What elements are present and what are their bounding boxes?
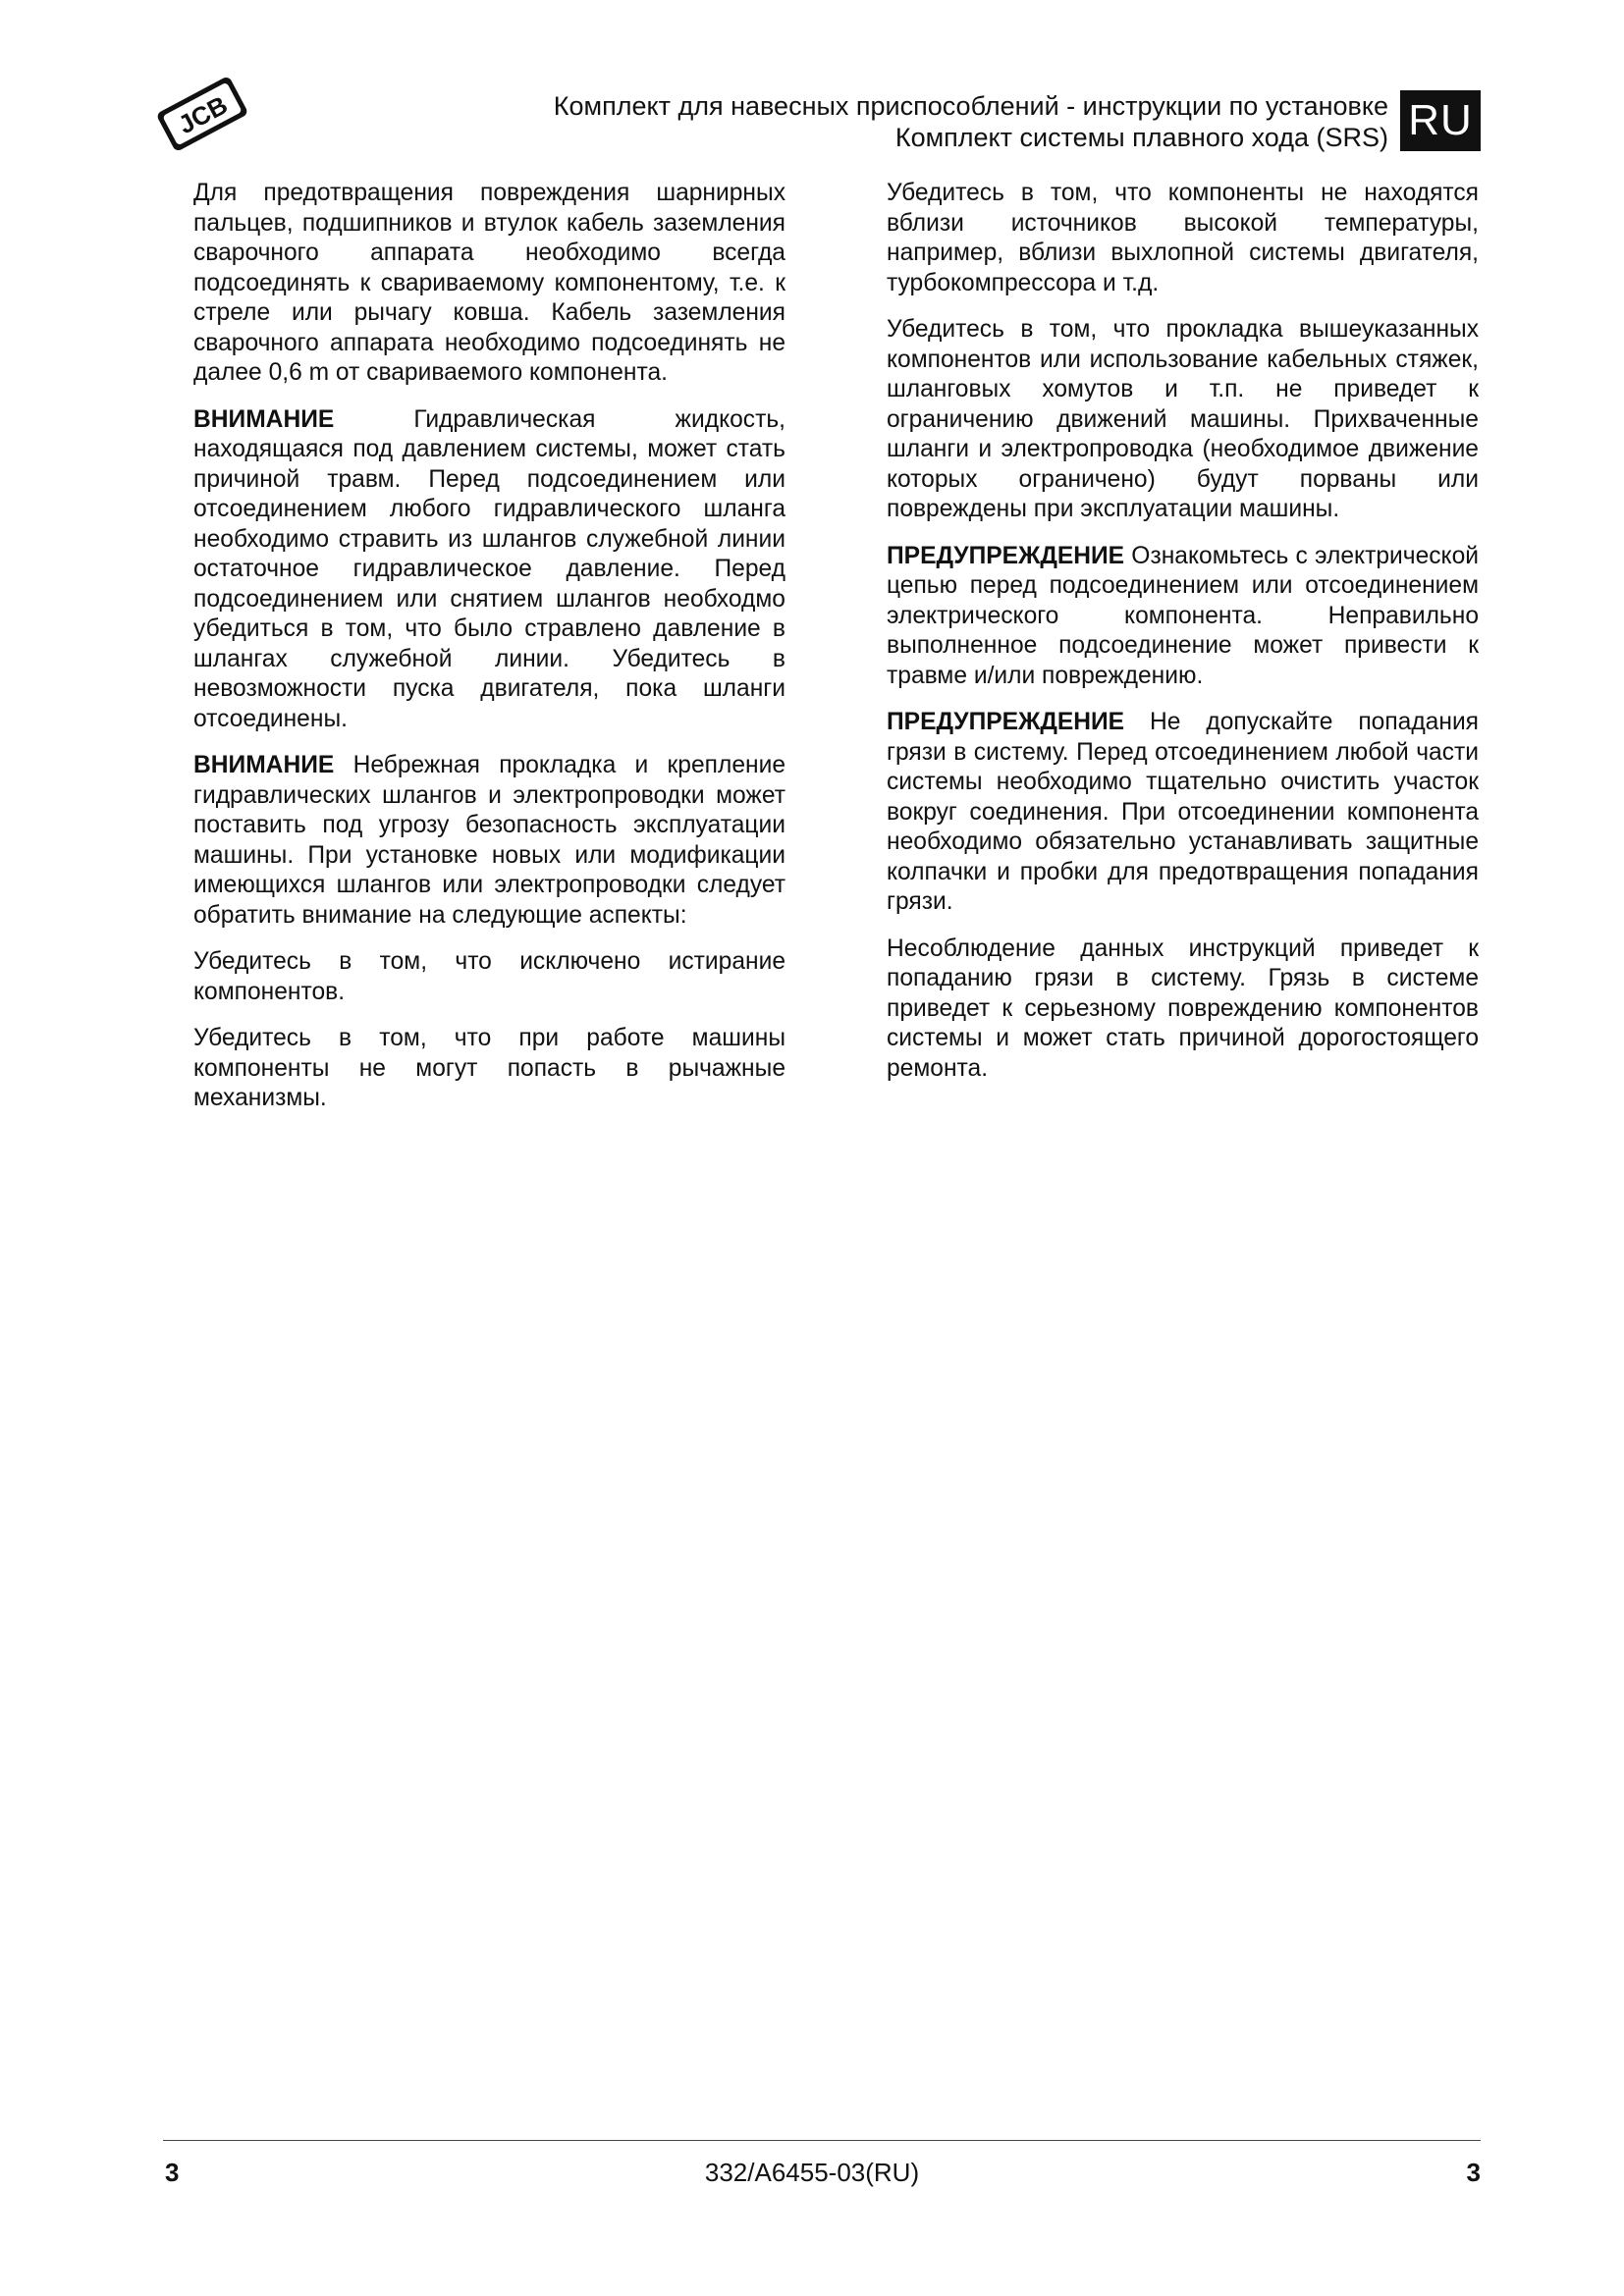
svg-text:JCB: JCB bbox=[173, 89, 233, 140]
document-number: 332/A6455-03(RU) bbox=[704, 2158, 920, 2187]
page-number-right: 3 bbox=[1466, 2158, 1481, 2187]
paragraph: ПРЕДУПРЕЖДЕНИЕ Ознакомьтесь с электрической цепью перед подсоединением или отсоединением электрического компонента. Неправильно выполненное подсоединение может привести к травме и/или повреждению. bbox=[887, 542, 1479, 689]
paragraph: Убедитесь в том, что исключено истирание компонентов. bbox=[193, 948, 785, 1005]
warning-label: ВНИМАНИЕ bbox=[193, 752, 335, 778]
warning-label: ВНИМАНИЕ bbox=[193, 405, 335, 433]
paragraph: ВНИМАНИЕ Гидравлическая жидкость, находящаяся под давлением системы, может стать причиной травм. Перед подсоединением или отсоединением любого гидравлического шланга необходимо стравить из шлангов служебной линии остаточное гидравлическое давление. Перед подсоединением или снятием шлангов необходмо убедиться в том, что было стравлено давление в шлангах служебной линии. Убедитесь в невозможности пуска двигателя, пока шланги отсоединены. bbox=[193, 405, 785, 732]
language-badge: RU bbox=[1400, 90, 1481, 151]
page-number-left: 3 bbox=[165, 2158, 180, 2187]
caution-label: ПРЕДУПРЕЖДЕНИЕ bbox=[887, 709, 1125, 735]
caution-label: ПРЕДУПРЕЖДЕНИЕ bbox=[887, 542, 1125, 569]
paragraph: ВНИМАНИЕ Небрежная прокладка и крепление гидравлических шлангов и электропроводки может поставить под угрозу безопасность эксплуатации машины. При установке новых или модификации имеющихся шлангов или электропроводки следует обратить внимание на следующие аспекты: bbox=[193, 752, 785, 929]
footer-divider bbox=[163, 2140, 1481, 2141]
right-column bbox=[887, 179, 1479, 1100]
jcb-logo bbox=[157, 71, 247, 157]
paragraph: Убедитесь в том, что при работе машины компоненты не могут попасть в рычажные механизмы. bbox=[193, 1025, 785, 1111]
paragraph: Убедитесь в том, что прокладка вышеуказанных компонентов или использование кабельных стяжек, шланговых хомутов и т.п. не приведет к ограничению движений машины. Прихваченные шланги и электропроводка (необходимое движение которых ограничено) будут порваны или повреждены при эксплуатации машины. bbox=[887, 316, 1479, 522]
header-title: Комплект для навесных приспособлений - инструкции по установке bbox=[553, 91, 1388, 121]
paragraph: ПРЕДУПРЕЖДЕНИЕ Не допускайте попадания грязи в систему. Перед отсоединением любой части системы необходимо тщательно очистить участок вокруг соединения. При отсоединении компонента необходимо обязательно устанавливать защитные колпачки и пробки для предотвращения попадания грязи. bbox=[887, 709, 1479, 915]
left-column bbox=[193, 179, 785, 1131]
header-subtitle: Комплект системы плавного хода (SRS) bbox=[894, 123, 1388, 152]
paragraph: Убедитесь в том, что компоненты не находятся вблизи источников высокой температуры, например, вблизи выхлопной системы двигателя, турбокомпрессора и т.д. bbox=[887, 180, 1479, 296]
paragraph: Для предотвращения повреждения шарнирных пальцев, подшипников и втулок кабель заземления сварочного аппарата необходимо всегда подсоединять к свариваемому компонентому, т.е. к стреле или рычагу ковша. Кабель заземления сварочного аппарата необходимо подсоединять не далее 0,6 m от свариваемого компонента. bbox=[193, 180, 785, 386]
paragraph: Несоблюдение данных инструкций приведет к попаданию грязи в систему. Грязь в системе приведет к серьезному повреждению компонентов системы и может стать причиной дорогостоящего ремонта. bbox=[887, 934, 1479, 1082]
